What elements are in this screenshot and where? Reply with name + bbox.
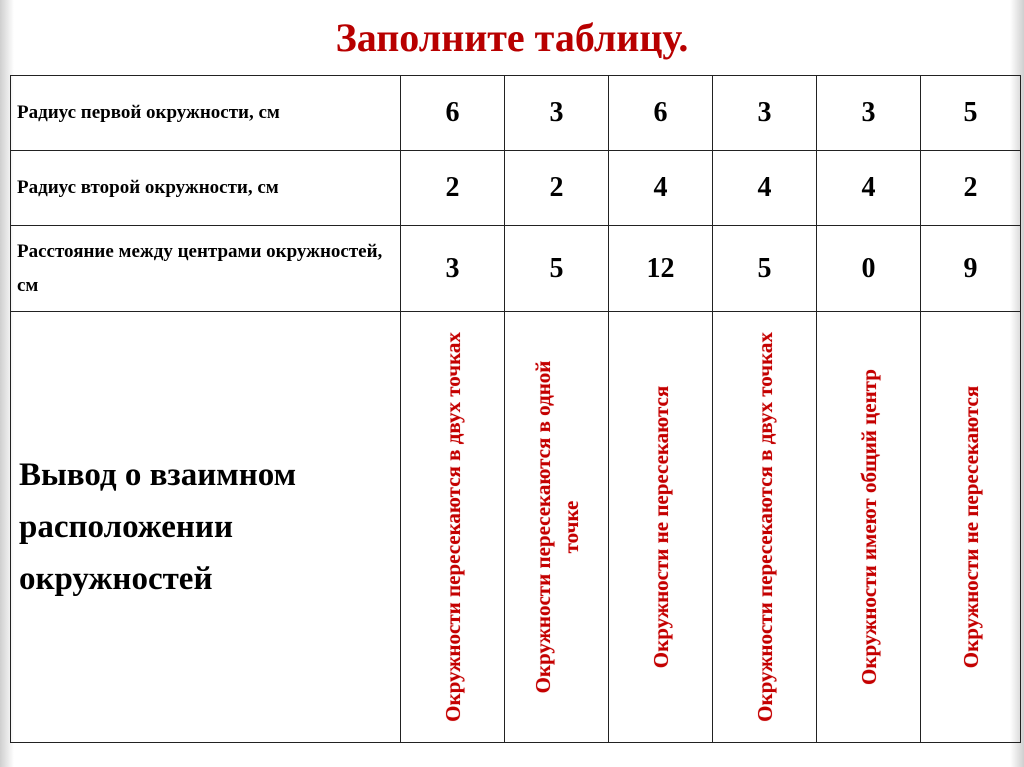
- cell-distance-1: 3: [401, 226, 505, 312]
- cell-conclusion-3: [609, 312, 713, 743]
- cell-distance-2: 5: [505, 226, 609, 312]
- cell-distance-4: 5: [713, 226, 817, 312]
- row-label-conclusion: Вывод о взаимном расположении окружностей: [11, 312, 401, 743]
- cell-radius1-4: 3: [713, 76, 817, 151]
- cell-distance-3: 12: [609, 226, 713, 312]
- table-row-distance: [11, 226, 1021, 312]
- cell-radius2-2: 2: [505, 151, 609, 226]
- cell-radius1-6: 5: [921, 76, 1021, 151]
- conclusion-text-6: Окружности не пересекаются: [958, 385, 983, 669]
- conclusion-text-1: Окружности пересекаются в двух точках: [440, 332, 465, 722]
- cell-radius2-5: 4: [817, 151, 921, 226]
- cell-conclusion-4: [713, 312, 817, 743]
- conclusion-text-4: Окружности пересекаются в двух точках: [752, 332, 777, 722]
- cell-radius2-4: 4: [713, 151, 817, 226]
- cell-distance-5: 0: [817, 226, 921, 312]
- cell-distance-6: 9: [921, 226, 1021, 312]
- row-label-radius2: Радиус второй окружности, см: [11, 151, 401, 226]
- cell-radius1-2: 3: [505, 76, 609, 151]
- cell-conclusion-5: [817, 312, 921, 743]
- page-title: Заполните таблицу.: [335, 15, 689, 60]
- row-label-radius1: Радиус первой окружности, см: [11, 76, 401, 151]
- cell-radius2-6: 2: [921, 151, 1021, 226]
- conclusion-text-5: Окружности имеют общий центр: [856, 369, 881, 685]
- conclusion-text-2: Окружности пересекаются в одной точке: [530, 360, 583, 694]
- cell-conclusion-1: [401, 312, 505, 743]
- cell-conclusion-2: [505, 312, 609, 743]
- circles-table: [10, 75, 1021, 743]
- cell-conclusion-6: [921, 312, 1021, 743]
- table-row-radius2: [11, 151, 1021, 226]
- table-row-conclusion: [11, 312, 1021, 743]
- table-row-radius1: [11, 76, 1021, 151]
- row-label-distance: Расстояние между центрами окружностей, см: [11, 226, 401, 312]
- cell-radius1-5: 3: [817, 76, 921, 151]
- cell-radius2-1: 2: [401, 151, 505, 226]
- cell-radius2-3: 4: [609, 151, 713, 226]
- cell-radius1-3: 6: [609, 76, 713, 151]
- conclusion-text-3: Окружности не пересекаются: [648, 385, 673, 669]
- cell-radius1-1: 6: [401, 76, 505, 151]
